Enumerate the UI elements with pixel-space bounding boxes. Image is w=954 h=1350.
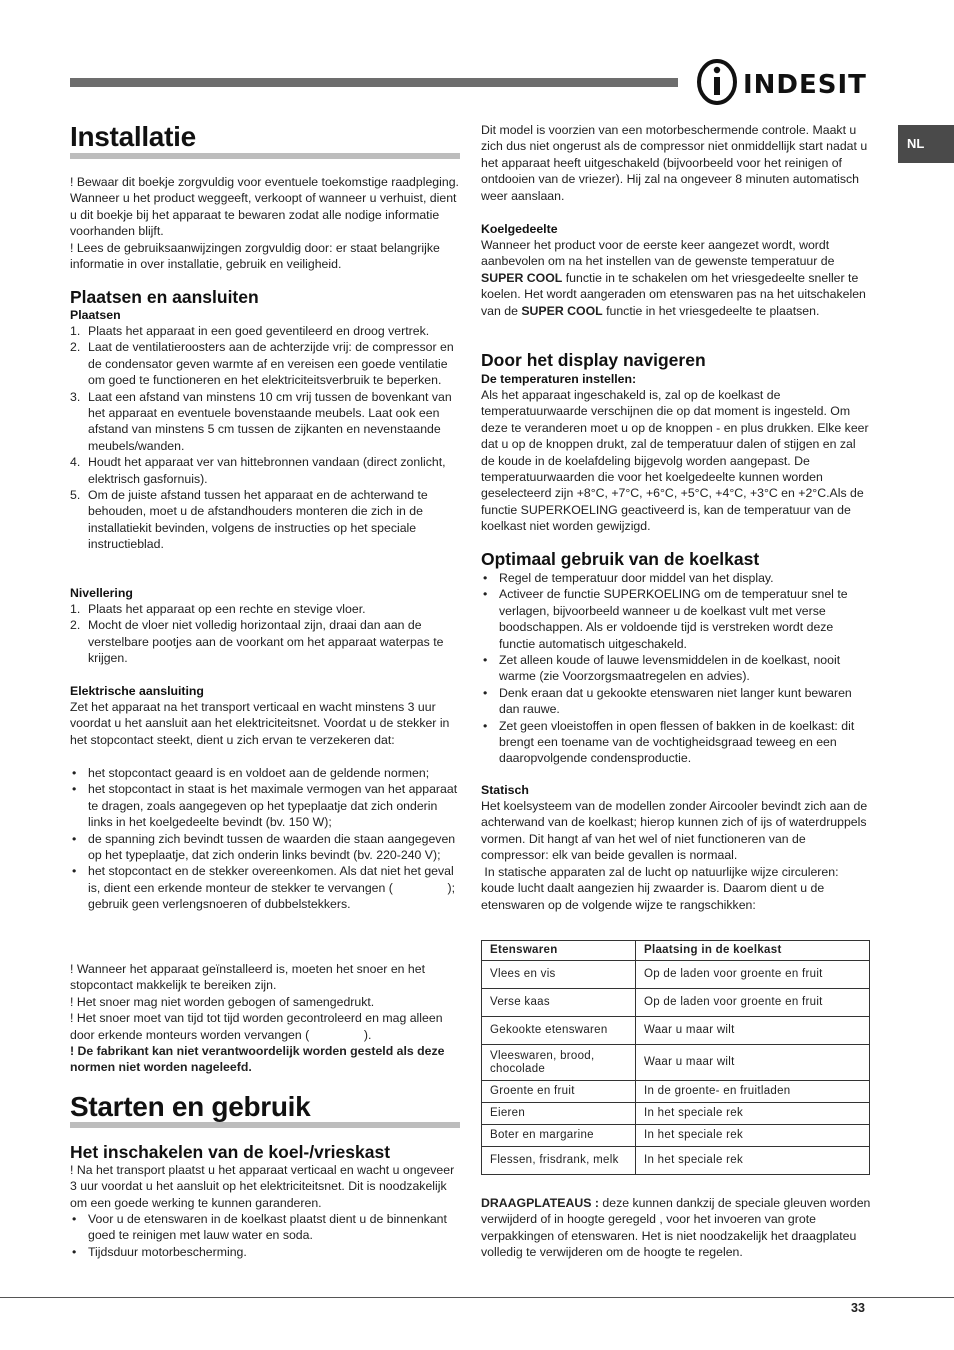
table-cell: Op de laden voor groente en fruit <box>636 989 870 1017</box>
indesit-logo <box>695 58 870 106</box>
motor-paragraph: Dit model is voorzien van een motorbeschermende controle. Maakt u zich dus niet ongerust als de compressor niet onmiddellijk start nadat u het apparaat heeft uitgeschakeld (bijvoorbeeld voor het reinigen of ontdooien van de vriezer). Hij zal na ongeveer 8 minuten automatisch weer aanslaan. <box>481 123 868 203</box>
section-title-starten: Starten en gebruik <box>70 1091 311 1122</box>
svg-text:INDESIT: INDESIT <box>743 70 867 100</box>
list-item: 4. Houdt het apparaat ver van hittebronnen vandaan (direct zonlicht, elektrisch gasfornuis). <box>70 455 446 486</box>
list-item: 2. Mocht de vloer niet volledig horizontaal zijn, draai dan aan de verstelbare pootjes aan de voorkant om het apparaat waterpas te krijgen. <box>70 618 444 666</box>
table-row <box>482 989 870 1017</box>
table-cell: Gekookte etenswaren <box>482 1017 636 1045</box>
list-item: 3. Laat een afstand van minstens 10 cm vrij tussen de bovenkant van het apparaat en eventuele bovenstaande meubels. Laat ook een afstand van minstens 5 cm tussen de zijkanten en nevenstaande meubels/wanden. <box>70 389 452 453</box>
table-cell: Groente en fruit <box>482 1081 636 1103</box>
list-item: • Tijdsduur motorbescherming. <box>70 1244 460 1260</box>
table-cell: In het speciale rek <box>636 1125 870 1147</box>
intro-block <box>70 174 460 272</box>
intro-paragraph: ! Bewaar dit boekje zorgvuldig voor eventuele toekomstige raadpleging. Wanneer u het product weggeeft, verkoopt of wanneer u verhuist, dient u dit boekje bij het apparaat te bewaren zodat alle nodige informatie voorhanden blijft. <box>70 175 459 239</box>
warning-text: ! Het snoer mag niet worden gebogen of samengedrukt. <box>70 994 375 1009</box>
table-cell: Waar u maar wilt <box>636 1045 870 1081</box>
list-item: • de spanning zich bevindt tussen de waarden die staan aangegeven op het typeplaatje, dat zich onderin links bevindt (bv. 220-240 V); <box>70 831 460 864</box>
inschakelen-paragraph: ! Na het transport plaatst u het apparaat verticaal en wacht u ongeveer 3 uur voordat u het aansluit op het elektriciteitsnet. Dit is noodzakelijk om een goede werking te kunnen garanderen. <box>70 1163 455 1210</box>
heading-plaatsen-aansluiten: Plaatsen en aansluiten <box>70 287 259 307</box>
table-header: Plaatsing in de koelkast <box>636 941 870 961</box>
list-item: 5. Om de juiste afstand tussen het apparaat en de achterwand te behouden, moet u de afstandhouders monteren die zich in de installatiekit bevinden, volgens de instructies op het speciale instructieblad. <box>70 488 428 552</box>
optimaal-list <box>481 570 871 767</box>
title-rule <box>70 1122 460 1128</box>
header-bar <box>70 78 678 87</box>
list-item: • het stopcontact geaard is en voldoet aan de geldende normen; <box>70 765 460 781</box>
table-row <box>482 1045 870 1081</box>
nivellering-list <box>70 601 460 667</box>
list-item: • Regel de temperatuur door middel van het display. <box>481 570 871 586</box>
table-cell: Boter en margarine <box>482 1125 636 1147</box>
footer-rule <box>0 1297 954 1298</box>
subheading-statisch: Statisch <box>481 783 529 797</box>
inschakelen-list <box>70 1211 460 1260</box>
draagplateaus-paragraph: DRAAGPLATEAUS : deze kunnen dankzij de speciale gleuven worden verwijderd of in hoogte geregeld , voor het invoeren van grote verpakkingen of etenswaren. Het is niet noodzakelijk het draagplateu volledig te verwijderen om de hoogte te regelen. <box>481 1196 871 1260</box>
table-row <box>482 1081 870 1103</box>
title-rule <box>70 153 460 159</box>
section-title-installatie: Installatie <box>70 121 196 152</box>
table-cell: In het speciale rek <box>636 1147 870 1175</box>
heading-display: Door het display navigeren <box>481 350 706 370</box>
table-cell: Waar u maar wilt <box>636 1017 870 1045</box>
table-row <box>482 961 870 989</box>
table-cell: Verse kaas <box>482 989 636 1017</box>
list-item: 1. Plaats het apparaat op een rechte en stevige vloer. <box>70 602 366 616</box>
table-header: Etenswaren <box>482 941 636 961</box>
table-cell: In het speciale rek <box>636 1103 870 1125</box>
table-cell: Vlees en vis <box>482 961 636 989</box>
list-item: 2. Laat de ventilatieroosters aan de achterzijde vrij: de compressor en de condensator geven warmte af en vereisen een goede ventilatie om goed te functioneren en het elektriciteitsverbruik te beperken. <box>70 340 454 388</box>
table-cell: Eieren <box>482 1103 636 1125</box>
plaatsen-list <box>70 323 460 553</box>
subheading-elektrische-aansluiting: Elektrische aansluiting <box>70 684 204 698</box>
list-item: • Voor u de etenswaren in de koelkast plaatst dient u de binnenkant goed te reinigen met lauw water en soda. <box>70 1211 460 1244</box>
subheading-nivellering: Nivellering <box>70 586 133 600</box>
subheading-koelgedeelte: Koelgedeelte <box>481 222 558 236</box>
subheading-plaatsen: Plaatsen <box>70 308 121 322</box>
list-item: • Zet alleen koude of lauwe levensmiddelen in de koelkast, nooit warme (zie Voorzorgsmaatregelen en advies). <box>481 652 871 685</box>
table-cell: Op de laden voor groente en fruit <box>636 961 870 989</box>
table-cell: In de groente- en fruitladen <box>636 1081 870 1103</box>
elektrisch-list <box>70 765 460 913</box>
list-item: • Denk eraan dat u gekookte etenswaren niet langer kunt bewaren dan rauwe. <box>481 685 871 718</box>
statisch-paragraph: Het koelsysteem van de modellen zonder Aircooler bevindt zich aan de achterwand van de koelkast; hierop kunnen zich of ijs of waterdruppels vormen. Dit hangt af van het wel of niet functioneren van de compressor: elk van beide gevallen is normaal. <box>481 799 868 863</box>
table-header-row <box>482 941 870 961</box>
list-item: 1. Plaats het apparaat in een goed geventileerd en droog vertrek. <box>70 324 430 338</box>
heading-optimaal: Optimaal gebruik van de koelkast <box>481 549 760 569</box>
food-placement-table <box>481 940 870 1175</box>
warning-text: ! Het snoer moet van tijd tot tijd worden gecontroleerd en mag alleen door erkende monteurs worden vervangen ( ). <box>70 1011 446 1042</box>
language-tab: NL <box>898 125 954 163</box>
list-item: • Activeer de functie SUPERKOELING om de temperatuur snel te verlagen, bijvoorbeeld wanneer u de koelkast vult met verse boodschappen. Als er voldoende tijd is verstreken wordt deze functie automatisch uitgeschakeld. <box>481 586 871 652</box>
table-row <box>482 1017 870 1045</box>
subheading-temperaturen: De temperaturen instellen: <box>481 372 637 386</box>
warning-text-bold: ! De fabrikant kan niet verantwoordelijk worden gesteld als deze normen niet worden nageleefd. <box>70 1044 445 1075</box>
table-row <box>482 1103 870 1125</box>
list-item: • Zet geen vloeistoffen in open flessen of bakken in de koelkast: dit brengt een toename van de vochtigheidsgraad teweeg en een daaropvolgende condensproductie. <box>481 718 871 767</box>
heading-inschakelen: Het inschakelen van de koel-/vrieskast <box>70 1142 391 1162</box>
statisch-paragraph: In statische apparaten zal de lucht op natuurlijke wijze circuleren: koude lucht daalt aangezien hij zwaarder is. Daarom dient u de etenswaren op de volgende wijze te rangschikken: <box>481 865 842 912</box>
page-number: 33 <box>851 1301 865 1315</box>
list-item: • het stopcontact en de stekker overeenkomen. Als dat niet het geval is, dient een erkende monteur de stekker te vervangen ( ); gebruik geen verlengsnoeren of dubbelstekkers. <box>70 863 460 912</box>
table-cell: Vleeswaren, brood, chocolade <box>482 1045 636 1081</box>
list-item: • het stopcontact in staat is het maximale vermogen van het apparaat te dragen, zoals aangegeven op het typeplaatje dat zich onderin links in het koelgedeelte bevindt (bv. 150 W); <box>70 781 460 830</box>
intro-paragraph: ! Lees de gebruiksaanwijzingen zorgvuldig door: er staat belangrijke informatie in over installatie, gebruik en veiligheid. <box>70 240 440 272</box>
koelgedeelte-paragraph: Wanneer het product voor de eerste keer aangezet wordt, wordt aanbevolen om na het instellen van de gewenste temperatuur de SUPER COOL functie in te schakelen om het vriesgedeelte sneller te koelen. Het wordt aangeraden om etenswaren pas na het uitschakelen van de SUPER COOL functie in het vriesgedeelte te plaatsen. <box>481 238 866 318</box>
elektrisch-paragraph: Zet het apparaat na het transport verticaal en wacht minstens 3 uur voordat u het aansluit aan het elektriciteitsnet. Voordat u de stekker in het stopcontact steekt, dient u zich ervan te verzekeren dat: <box>70 700 450 747</box>
table-cell: Flessen, frisdrank, melk <box>482 1147 636 1175</box>
warnings-block <box>70 961 460 1076</box>
display-paragraph: Als het apparaat ingeschakeld is, zal op de koelkast de temperatuurwaarde verschijnen die op dat moment is ingesteld. Om deze te veranderen moet u op de knoppen - en plus drukken. Elke keer dat u op de knoppen drukt, zal de temperatuur dalen of stijgen en zal de koude in de koelafdeling bijgevolg worden aangepast. De temperatuurwaarden die voor het koelgedeelte kunnen worden geselecteerd zijn +8°C, +7°C, +6°C, +5°C, +4°C, +3°C en +2°C.Als de functie SUPERKOELING geactiveerd is, kan de temperatuur van de koelkast niet worden gewijzigd. <box>481 388 869 534</box>
table-row <box>482 1125 870 1147</box>
warning-text: ! Wanneer het apparaat geïnstalleerd is, moeten het snoer en het stopcontact makkelijk te bereiken zijn. <box>70 962 426 993</box>
table-row <box>482 1147 870 1175</box>
